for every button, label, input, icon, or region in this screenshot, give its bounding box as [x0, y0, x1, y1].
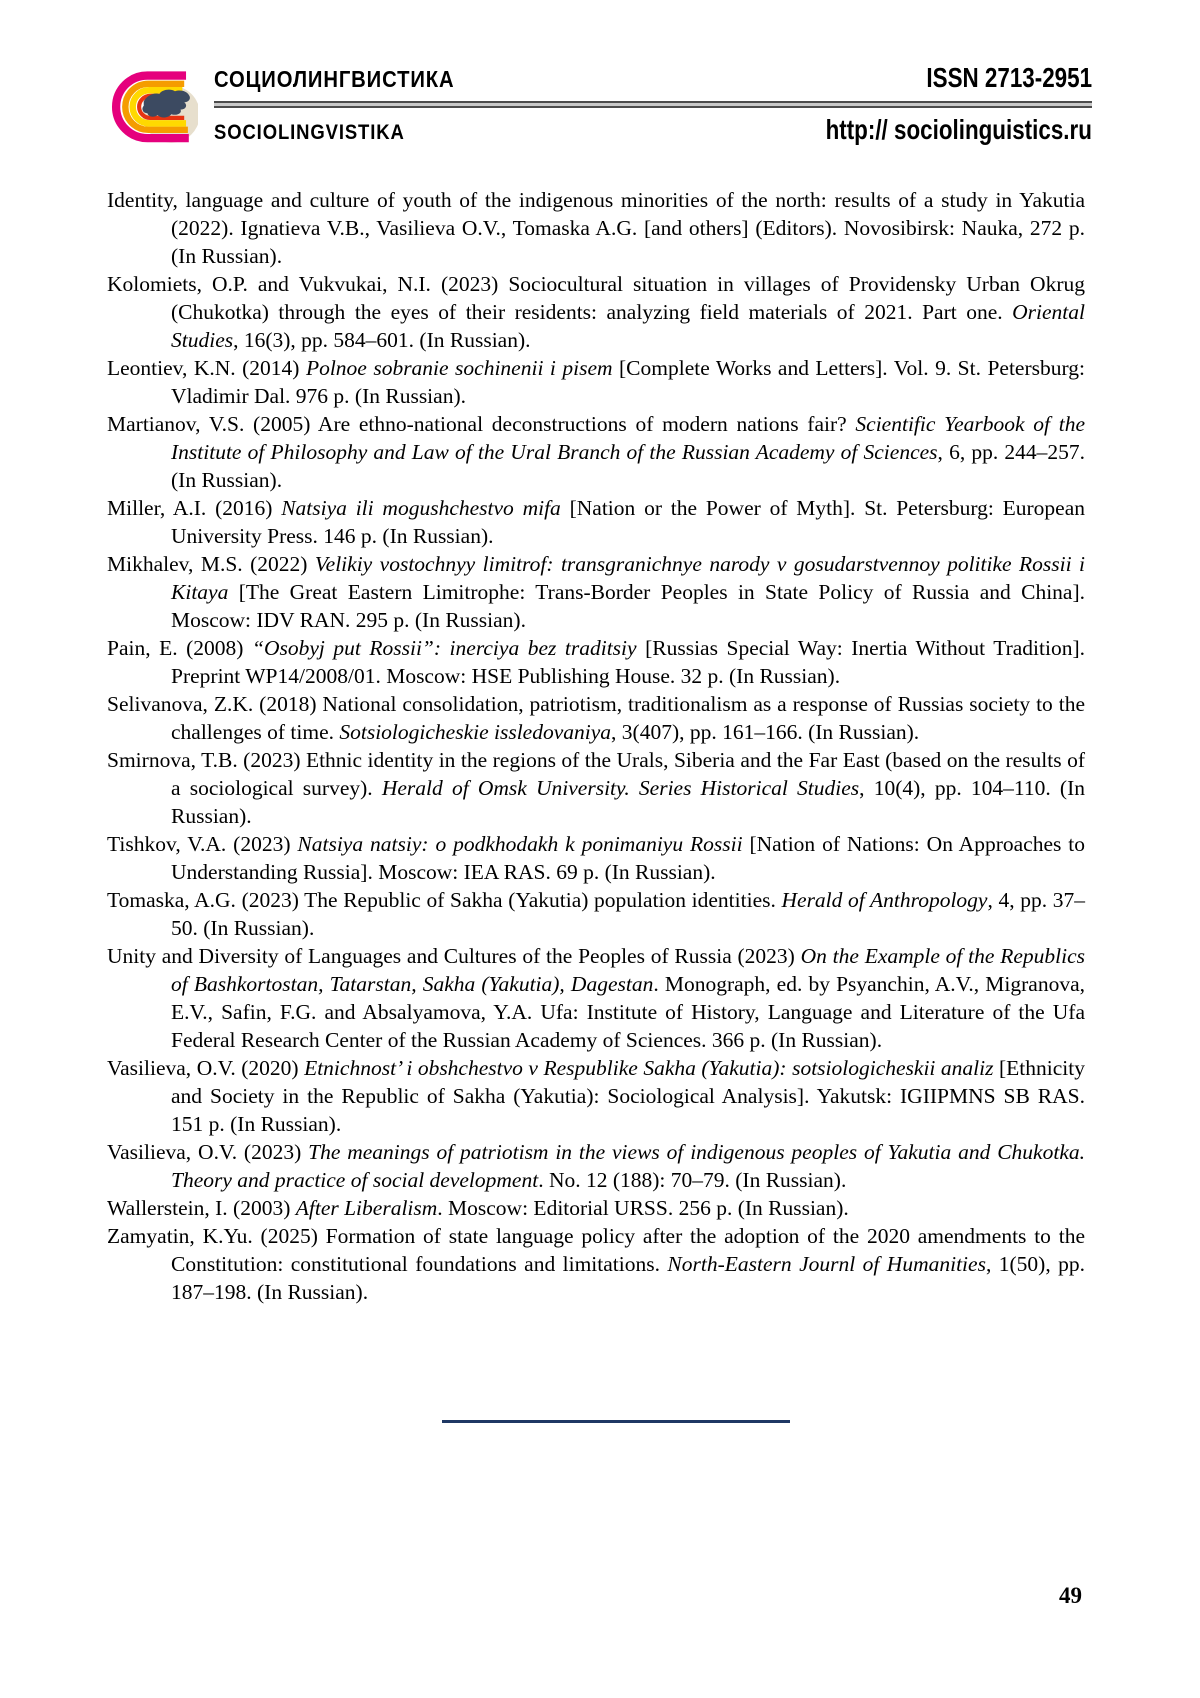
reference-text-run: . Moscow: Editorial URSS. 256 p. (In Russian). — [437, 1196, 849, 1220]
reference-text-run: [The Great Eastern Limitrophe: Trans-Border Peoples in State Policy of Russia and China]. Moscow: IDV RAN. 295 p. (In Russian). — [171, 580, 1085, 632]
section-end-divider — [442, 1420, 790, 1423]
reference-text-run: North-Eastern Journl of Humanities — [667, 1252, 986, 1276]
page-number: 49 — [1059, 1583, 1082, 1608]
journal-logo — [106, 58, 198, 152]
reference-text-run: Smirnova, T.B. (2023) Ethnic identity in the regions of the Urals, Siberia and the Far East (based on the results of a sociological survey). — [107, 748, 1085, 800]
reference-item — [107, 1138, 1085, 1194]
reference-text-run: On the Example of the Republics of Bashkortostan, Tatarstan, Sakha (Yakutia), Dagestan — [171, 944, 1085, 996]
reference-text-run: Unity and Diversity of Languages and Cultures of the Peoples of Russia (2023) — [107, 944, 801, 968]
journal-title-russian: СОЦИОЛИНГВИСТИКА — [214, 66, 455, 92]
reference-item — [107, 690, 1085, 746]
reference-item — [107, 1054, 1085, 1138]
reference-text-run: “Osobyj put Rossii”: inerciya bez traditsiy — [251, 636, 637, 660]
reference-text-run: Polnoe sobranie sochinenii i pisem — [305, 356, 613, 380]
journal-globe-icon — [106, 58, 198, 152]
journal-header — [106, 58, 1092, 152]
reference-item — [107, 942, 1085, 1054]
reference-item — [107, 270, 1085, 354]
reference-item — [107, 410, 1085, 494]
reference-text-run: [Russias Special Way: Inertia Without Tradition]. Preprint WP14/2008/01. Moscow: HSE Publishing House. 32 p. (In Russian). — [171, 636, 1085, 688]
reference-text-run: Leontiev, K.N. (2014) — [107, 356, 306, 380]
reference-text-run: Herald of Omsk University. Series Historical Studies — [381, 776, 860, 800]
header-bottom-row — [214, 114, 1092, 146]
reference-text-run: Wallerstein, I. (2003) — [107, 1196, 296, 1220]
reference-text-run: Etnichnost’ i obshchestvo v Respublike Sakha (Yakutia): sotsiologicheskii analiz — [304, 1056, 994, 1080]
reference-text-run: Identity, language and culture of youth of the indigenous minorities of the north: results of a study in Yakutia (2022). Ignatieva V.B., Vasilieva O.V., Tomaska A.G. [and others] (Editors). Novosibirsk: Nauka, 272 p. (In Russian). — [107, 188, 1085, 268]
reference-text-run: Oriental Studies — [171, 300, 1085, 352]
reference-item — [107, 1222, 1085, 1306]
reference-item — [107, 1194, 1085, 1222]
reference-item — [107, 550, 1085, 634]
reference-text-run: Kolomiets, O.P. and Vukvukai, N.I. (2023) Sociocultural situation in villages of Providensky Urban Okrug (Chukotka) through the eyes of their residents: analyzing field materials of 2021. Part one. — [107, 272, 1085, 324]
reference-text-run: Pain, E. (2008) — [107, 636, 252, 660]
reference-text-run: Natsiya natsiy: o podkhodakh k ponimaniyu Rossii — [297, 832, 743, 856]
reference-text-run: [Complete Works and Letters]. Vol. 9. St. Petersburg: Vladimir Dal. 976 p. (In Russian). — [171, 356, 1085, 408]
reference-text-run: [Ethnicity and Society in the Republic of Sakha (Yakutia): Sociological Analysis]. Yakutsk: IGIIPMNS SB RAS. 151 p. (In Russian). — [171, 1056, 1085, 1136]
journal-title-latin: SOCIOLINGVISTIKA — [214, 121, 405, 144]
reference-text-run: , 3(407), pp. 161–166. (In Russian). — [611, 720, 920, 744]
reference-item — [107, 830, 1085, 886]
reference-text-run: The meanings of patriotism in the views of indigenous peoples of Yakutia and Chukotka. Theory and practice of social development — [171, 1140, 1085, 1192]
reference-text-run: Natsiya ili mogushchestvo mifa — [281, 496, 561, 520]
reference-item — [107, 746, 1085, 830]
reference-text-run: Vasilieva, O.V. (2020) — [107, 1056, 305, 1080]
reference-item — [107, 354, 1085, 410]
header-double-rule — [214, 101, 1092, 108]
reference-text-run: Vasilieva, O.V. (2023) — [107, 1140, 309, 1164]
reference-text-run: [Nation or the Power of Myth]. St. Petersburg: European University Press. 146 p. (In Russian). — [171, 496, 1086, 548]
reference-text-run: . Monograph, ed. by Psyanchin, A.V., Migranova, E.V., Safin, F.G. and Absalyamova, Y.A. Ufa: Institute of History, Language and Literature of the Ufa Federal Research Center of the Russian Academy of Sciences. 366 p. (In Russian). — [171, 972, 1085, 1052]
reference-text-run: , 10(4), pp. 104–110. (In Russian). — [171, 776, 1085, 828]
reference-text-run: , 1(50), pp. 187–198. (In Russian). — [171, 1252, 1085, 1304]
reference-text-run: After Liberalism — [295, 1196, 438, 1220]
reference-text-run: Sotsiologicheskie issledovaniya — [339, 720, 612, 744]
header-title-block — [214, 58, 1092, 146]
reference-text-run: Selivanova, Z.K. (2018) National consolidation, patriotism, traditionalism as a response of Russias society to the challenges of time. — [107, 692, 1085, 744]
references-list — [107, 186, 1085, 1306]
header-top-row — [214, 62, 1092, 94]
reference-item — [107, 634, 1085, 690]
issn-label: ISSN 2713-2951 — [926, 62, 1092, 93]
reference-text-run: Martianov, V.S. (2005) Are ethno-national deconstructions of modern nations fair? — [107, 412, 856, 436]
reference-text-run: Scientific Yearbook of the Institute of Philosophy and Law of the Ural Branch of the Russian Academy of Sciences — [171, 412, 1085, 464]
reference-text-run: Tishkov, V.A. (2023) — [107, 832, 298, 856]
journal-url: http:// sociolinguistics.ru — [825, 114, 1092, 145]
reference-text-run: . No. 12 (188): 70–79. (In Russian). — [538, 1168, 847, 1192]
reference-item — [107, 186, 1085, 270]
reference-text-run: , 16(3), pp. 584–601. (In Russian). — [233, 328, 531, 352]
reference-item — [107, 494, 1085, 550]
reference-text-run: Tomaska, A.G. (2023) The Republic of Sakha (Yakutia) population identities. — [107, 888, 782, 912]
reference-text-run: Velikiy vostochnyy limitrof: transgranichnye narody v gosudarstvennoy politike Rossii i Kitaya — [171, 552, 1086, 604]
reference-text-run: Zamyatin, K.Yu. (2025) Formation of state language policy after the adoption of the 2020 amendments to the Constitution: constitutional foundations and limitations. — [107, 1224, 1085, 1276]
reference-item — [107, 886, 1085, 942]
reference-text-run: Miller, A.I. (2016) — [107, 496, 282, 520]
reference-text-run: , 6, pp. 244–257. (In Russian). — [171, 440, 1085, 492]
reference-text-run: Herald of Anthropology — [781, 888, 988, 912]
reference-text-run: Mikhalev, M.S. (2022) — [107, 552, 315, 576]
reference-text-run: [Nation of Nations: On Approaches to Understanding Russia]. Moscow: IEA RAS. 69 p. (In Russian). — [171, 832, 1086, 884]
reference-text-run: , 4, pp. 37–50. (In Russian). — [171, 888, 1086, 940]
